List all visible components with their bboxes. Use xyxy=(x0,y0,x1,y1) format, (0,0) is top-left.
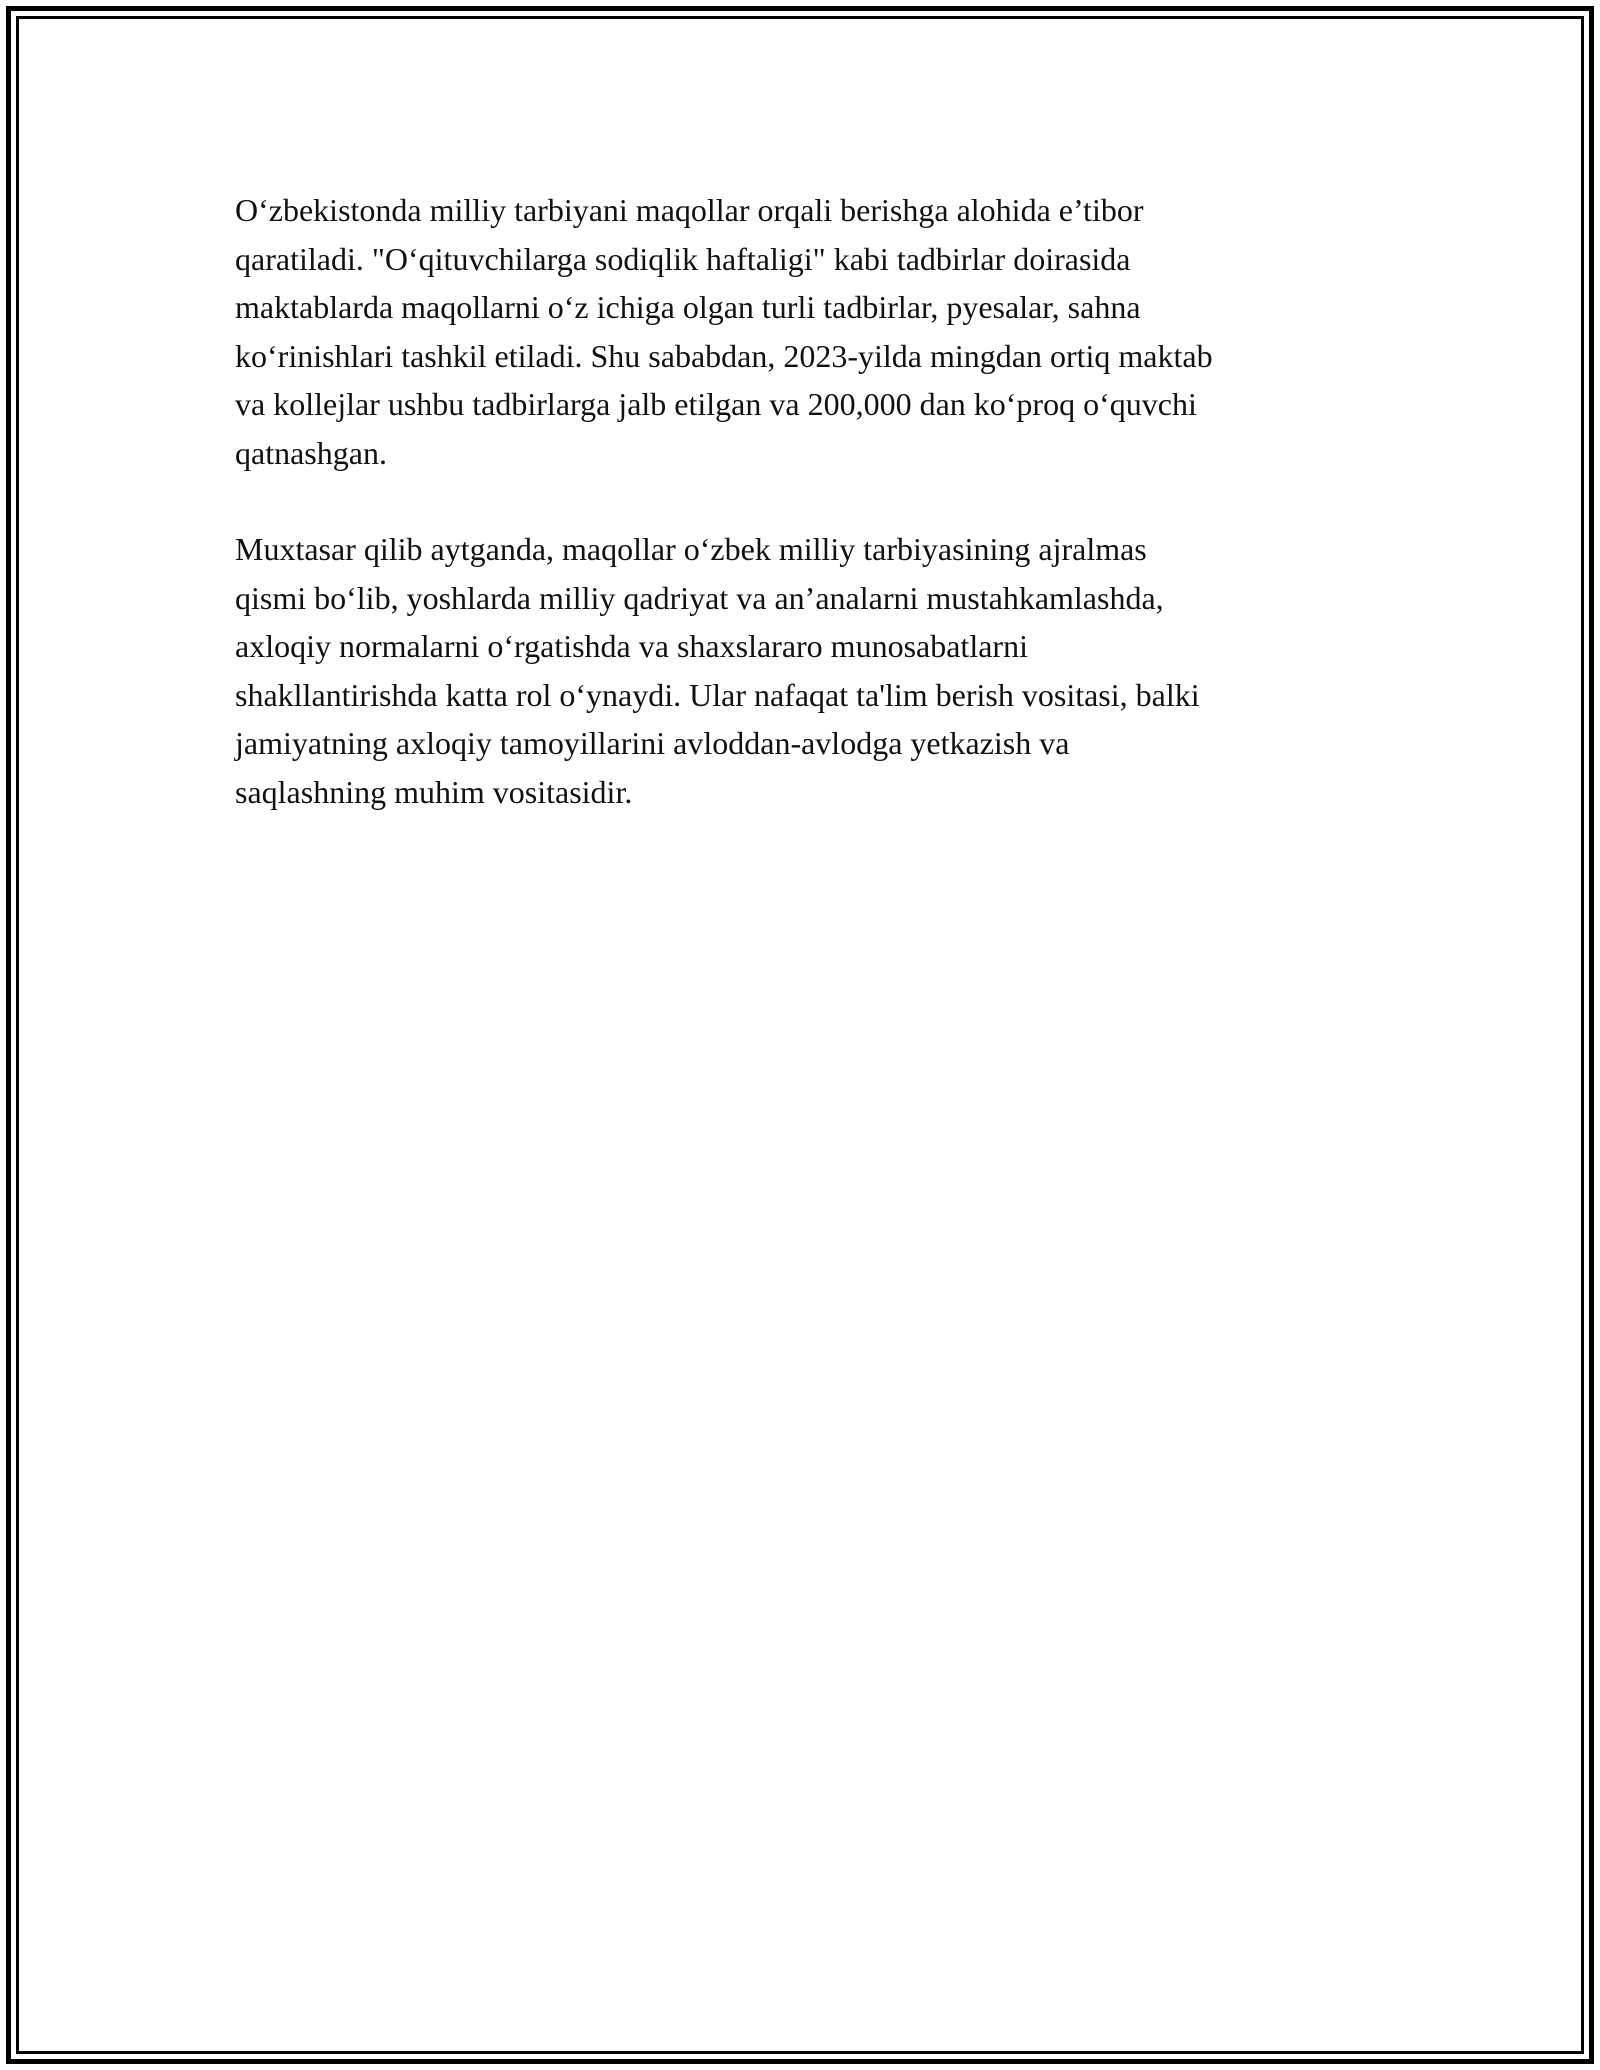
paragraph-2 xyxy=(235,525,1375,816)
paragraph-1 xyxy=(235,186,1375,477)
text-line: qatnashgan. xyxy=(235,434,387,471)
text-line: shakllantirishda katta rol o‘ynaydi. Ular nafaqat ta'lim berish vositasi, balki xyxy=(235,676,1200,713)
text-line: Muxtasar qilib aytganda, maqollar o‘zbek milliy tarbiyasining ajralmas xyxy=(235,531,1147,567)
text-line: saqlashning muhim vositasidir. xyxy=(235,773,633,810)
document-body xyxy=(235,186,1375,864)
text-line: qismi bo‘lib, yoshlarda milliy qadriyat va an’analarni mustahkamlashda, xyxy=(235,579,1164,616)
text-line: va kollejlar ushbu tadbirlarga jalb etilgan va 200,000 dan ko‘proq o‘quvchi xyxy=(235,386,1197,422)
text-line: qaratiladi. "O‘qituvchilarga sodiqlik haftaligi" kabi tadbirlar doirasida xyxy=(235,240,1131,277)
text-line: ko‘rinishlari tashkil etiladi. Shu sababdan, 2023-yilda mingdan ortiq maktab xyxy=(235,337,1213,374)
text-line: jamiyatning axloqiy tamoyillarini avloddan-avlodga yetkazish va xyxy=(235,725,1070,761)
text-line: axloqiy normalarni o‘rgatishda va shaxslararo munosabatlarni xyxy=(235,628,1028,664)
text-line: O‘zbekistonda milliy tarbiyani maqollar orqali berishga alohida e’tibor xyxy=(235,192,1144,228)
text-line: maktablarda maqollarni o‘z ichiga olgan turli tadbirlar, pyesalar, sahna xyxy=(235,289,1141,325)
